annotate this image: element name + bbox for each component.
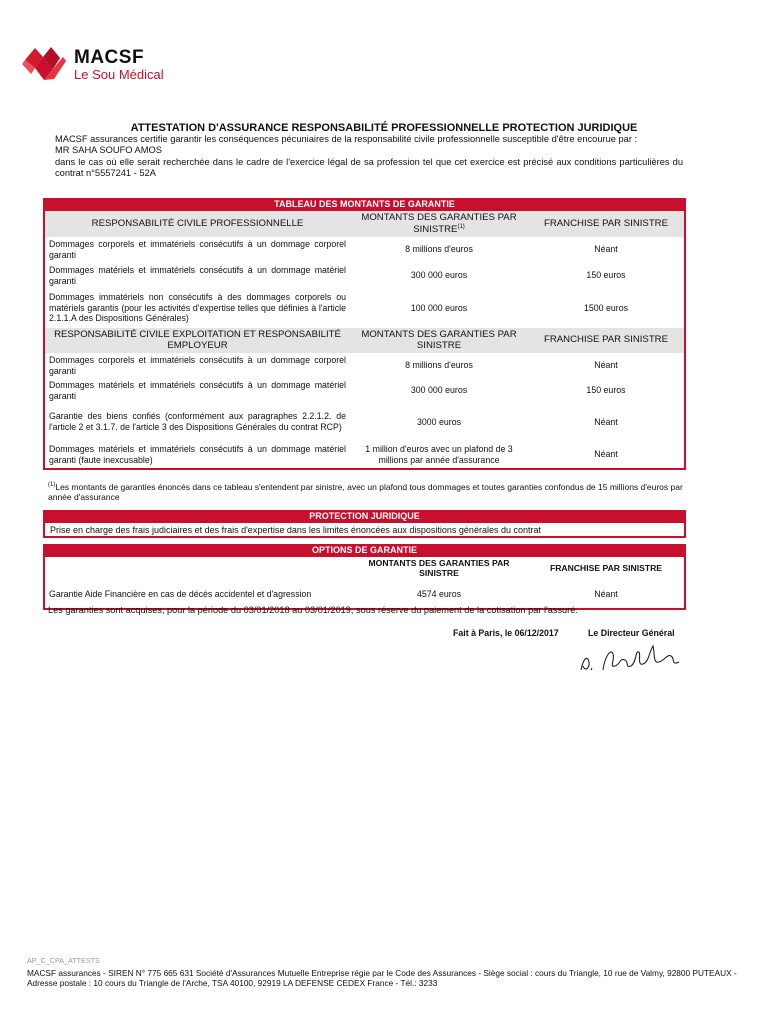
place-and-date: Fait à Paris, le 06/12/2017	[453, 628, 559, 638]
column-header: RESPONSABILITÉ CIVILE EXPLOITATION ET RESPONSABILITÉ EMPLOYEUR	[45, 328, 350, 353]
column-header: MONTANTS DES GARANTIES PAR SINISTRE	[350, 328, 528, 353]
cell-coverage: Garantie Aide Financière en cas de décès accidentel et d'agression	[49, 588, 312, 599]
insured-name: MR SAHA SOUFO AMOS	[55, 145, 162, 156]
legal-footer: MACSF assurances - SIREN N° 775 665 631 Société d'Assurances Mutuelle Entreprise régie par le Code des Assurances - Siège social : cours du Triangle, 10 rue de Valmy, 92800 PUTEAUX - Adresse postale : 10 cours du Triangle de l'Arche, TSA 40100, 92919 LA DEFENSE CEDEX France - Tél.: 3233	[27, 968, 737, 989]
column-header	[45, 557, 350, 580]
macsf-logo	[22, 40, 192, 88]
intro-line-3: dans le cas où elle serait recherchée dans le cadre de l'exercice légal de sa profession tel que cet exercice est précisé aux conditions particulières du contrat n°5557241 - 52A	[55, 156, 683, 178]
cell-amount: 300 000 euros	[410, 270, 468, 281]
cell-deductible: 150 euros	[586, 270, 626, 281]
brand-name: MACSF	[74, 47, 145, 68]
column-header: FRANCHISE PAR SINISTRE	[549, 563, 663, 574]
column-header: MONTANTS DES GARANTIES PAR SINISTRE$^{(1)}$	[350, 211, 528, 237]
footnote-text: Les montants de garanties énoncés dans ce tableau s'entendent par sinistre, avec un plafond tous dommages et toutes garanties confondus de 15 millions d'euros par année d'assurance	[48, 482, 683, 503]
cell-amount: 8 millions d'euros	[405, 360, 473, 371]
validity-statement: Les garanties sont acquises, pour la période du 03/01/2018 au 03/01/2019, sous réserve du paiement de la cotisation par l'assuré.	[48, 605, 578, 615]
table-row	[45, 353, 684, 378]
cell-amount: 300 000 euros	[410, 385, 468, 396]
table-row	[45, 580, 684, 608]
cell-coverage: Dommages matériels et immatériels consécutifs à un dommage matériel garanti	[49, 264, 346, 286]
table-row	[45, 403, 684, 441]
cell-coverage: Garantie des biens confiés (conformément aux paragraphes 2.2.1.2. de l'article 2 et 3.1.7. de l'article 3 des Dispositions Générales du contrat RCP)	[49, 411, 346, 432]
column-header: FRANCHISE PAR SINISTRE	[528, 328, 684, 353]
table-row	[45, 378, 684, 403]
intro-paragraph	[55, 134, 683, 179]
intro-line-1: MACSF assurances certifie garantir les conséquences pécuniaires de la responsabilité civile professionnelle susceptible d'être encourue par :	[55, 134, 638, 144]
options-banner: OPTIONS DE GARANTIE	[43, 544, 686, 557]
cell-deductible: Néant	[594, 244, 618, 255]
cell-amount: 8 millions d'euros	[405, 244, 473, 255]
column-header: MONTANTS DES GARANTIES PAR SINISTRE	[368, 558, 510, 579]
cell-amount: 1 million d'euros avec un plafond de 3 millions par année d'assurance	[365, 443, 513, 465]
cell-amount: 3000 euros	[416, 416, 462, 427]
cell-deductible: Néant	[594, 416, 618, 427]
cell-amount: 4574 euros	[416, 588, 462, 599]
macsf-logo-mark-icon	[22, 42, 66, 84]
cell-deductible: Néant	[594, 588, 618, 599]
table-row	[45, 263, 684, 289]
options-header-row	[45, 557, 684, 580]
cell-deductible: Néant	[594, 360, 618, 371]
brand-subtitle: Le Sou Médical	[74, 67, 164, 82]
table-row	[45, 237, 684, 263]
cell-deductible: 150 euros	[586, 385, 626, 396]
column-header: FRANCHISE PAR SINISTRE	[528, 211, 684, 237]
cell-amount: 100 000 euros	[410, 302, 468, 313]
signature-icon	[575, 640, 687, 676]
cell-coverage: Dommages matériels et immatériels consécutifs à un dommage matériel garanti	[49, 379, 346, 401]
cell-coverage: Dommages corporels et immatériels consécutifs à un dommage corporel garanti	[49, 354, 346, 376]
cell-deductible: 1500 euros	[583, 302, 629, 313]
legal-protection-text: Prise en charge des frais judiciaires et des frais d'expertise dans les limites énoncées aux dispositions générales du contrat	[43, 523, 686, 538]
document-code: AP_C_CPA_ATTESTS	[27, 956, 100, 965]
table-header-row	[45, 211, 684, 237]
table-row	[45, 441, 684, 468]
cell-coverage: Dommages immatériels non consécutifs à des dommages corporels ou matériels garantis (pour les activités d'expertise telles que définies à l'article 2.1.1.A des Dispositions Générales)	[49, 292, 346, 324]
options-section	[43, 544, 686, 610]
guarantee-table	[43, 198, 686, 470]
signatory-title: Le Directeur Général	[588, 628, 675, 638]
legal-protection-section	[43, 510, 686, 538]
cell-deductible: Néant	[594, 449, 618, 460]
footnote-mark: (1)	[48, 482, 56, 489]
cell-coverage: Dommages corporels et immatériels consécutifs à un dommage corporel garanti	[49, 238, 346, 260]
footnote	[48, 482, 684, 503]
legal-protection-banner: PROTECTION JURIDIQUE	[43, 510, 686, 523]
table-header-row	[45, 328, 684, 353]
table-row	[45, 289, 684, 328]
guarantee-table-banner: TABLEAU DES MONTANTS DE GARANTIE	[43, 198, 686, 211]
handwritten-signature	[575, 640, 687, 679]
cell-coverage: Dommages matériels et immatériels consécutifs à un dommage matériel garanti (faute inexcusable)	[49, 443, 346, 465]
document-title: ATTESTATION D'ASSURANCE RESPONSABILITÉ PROFESSIONNELLE PROTECTION JURIDIQUE	[130, 122, 638, 134]
column-header: RESPONSABILITÉ CIVILE PROFESSIONNELLE	[45, 211, 350, 237]
